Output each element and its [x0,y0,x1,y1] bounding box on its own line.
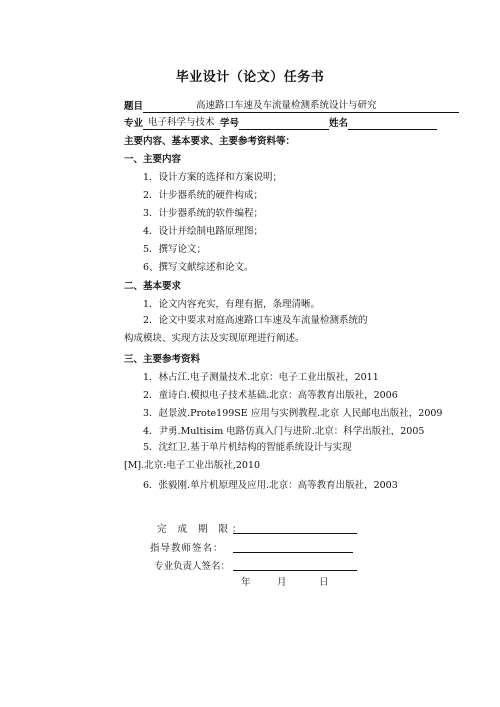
day-label: 日 [319,577,329,588]
reference-item: 4．尹勇.Multisim 电路仿真入门与进阶.北京：科学出版社，2005 [143,426,425,437]
year-label: 年 [241,577,251,588]
month-label: 月 [277,577,287,588]
reference-item: 3．赵景波.Prote199SE 应用与实例教程.北京 人民邮电出版社，2009 [143,408,443,419]
major-row [124,118,437,130]
name-field [348,118,437,130]
topic-label: 题目 [124,101,144,112]
content-item: 2．计步器系统的硬件构成； [143,190,264,201]
content-item: 4．设计并绘制电路原理图； [143,226,264,237]
content-item: 6、撰写文献综述和论文。 [143,262,254,273]
advisor-signature-line [233,551,353,553]
intro-heading: 主要内容、基本要求、主要参考资料等： [124,136,296,147]
name-label: 姓名 [329,118,349,129]
topic-row [124,101,459,113]
content-item: 3．计步器系统的软件编程； [143,208,264,219]
requirement-item-wrapped: 2．论文中要求对庭高速路口车速及车流量检测系统的构成模块、实现方法及实现原理进行阐述。 [124,315,368,344]
director-signature-label: 专业负责人签名： [154,561,231,572]
major-field [143,118,220,130]
content-item: 5．撰写论文； [143,244,207,255]
document-title: 毕业设计（论文）任务书 [175,70,325,85]
deadline-line [233,532,357,534]
topic-value: 高速路口车速及车流量检测系统设计与研究 [196,100,377,111]
director-signature-line [233,569,357,571]
student-id-field [239,118,329,130]
advisor-signature-label: 指导教师签名： [150,543,224,554]
section-references-heading: 三、主要参考资料 [124,354,201,365]
requirement-item: 1．论文内容充实，有理有据，条理清晰。 [143,299,321,310]
reference-item: 6．张毅刚.单片机原理及应用.北京：高等教育出版社，2003 [143,480,398,491]
major-value: 电子科学与技术 [148,117,215,128]
content-item: 1．设计方案的选择和方案说明； [143,172,283,183]
student-id-label: 学号 [220,118,240,129]
section-requirements-heading: 二、基本要求 [124,281,182,292]
section-content-heading: 一、主要内容 [124,154,182,165]
deadline-label: 完 成 期 限： [157,524,246,535]
major-label: 专业 [124,118,144,129]
topic-field [143,101,459,113]
reference-item: 2．童诗白.模拟电子技术基础.北京：高等教育出版社，2006 [143,390,398,401]
reference-item-wrapped: 5．沈红卫.基于单片机结构的智能系统设计与实现[M].北京:电子工业出版社,2010 [124,442,352,471]
reference-item: 1．林占江.电子测量技术.北京：电子工业出版社，2011 [143,372,379,383]
